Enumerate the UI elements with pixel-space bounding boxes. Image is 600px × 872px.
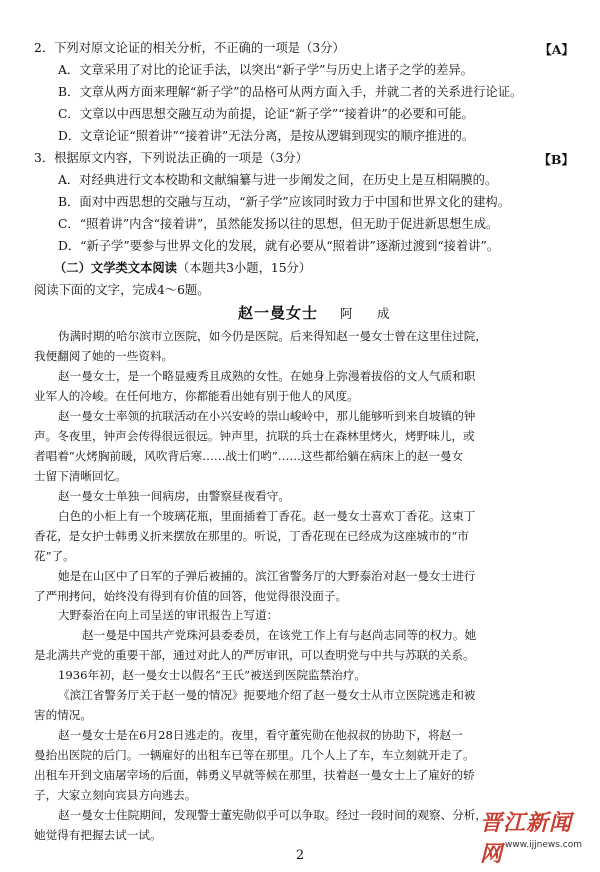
article-line: 曼抬出医院的后门。一辆雇好的出租车已等在那里。几个人上了车，车立刻就开走了。 (34, 748, 475, 763)
q2-answer: 【A】 (539, 42, 574, 57)
article-line: 伪满时期的哈尔滨市立医院，如今仍是医院。后来得知赵一曼女士曾在这里住过院， (58, 329, 487, 343)
q2-option-b: B．文章从两方面来理解“新子学”的品格可从两方面入手，并就二者的关系进行论证。 (58, 85, 523, 99)
page-number: 2 (295, 848, 305, 863)
article-line: 者唱着“火烤胸前暖，风吹背后寒……战士们哟”……这些都给躺在病床上的赵一曼女 (34, 448, 464, 463)
article-quote-line: 是北满共产党的重要干部，通过对此人的严厉审讯，可以查明党与中共与苏联的关系。 (34, 648, 475, 663)
article-line: 声。冬夜里，钟声会传得很远很远。钟声里，抗联的兵士在森林里烤火，烤野味儿，或 (34, 428, 475, 443)
q2-option-d: D．文章论证“照着讲”“接着讲”无法分离，是按从逻辑到现实的顺序推进的。 (58, 129, 475, 143)
article-author: 阿 成 (340, 306, 396, 321)
watermark-logo-text: 晋江新闻网 (480, 810, 573, 867)
article-line: 赵一曼女士，是一个略显瘦秀且成熟的女性。在她身上弥漫着拔俗的文人气质和职 (58, 368, 476, 383)
article-line: 白色的小柜上有一个玻璃花瓶，里面插着丁香花。赵一曼女士喜欢丁香花。这束丁 (58, 508, 476, 523)
q2-option-c: C．文章以中西思想交融互动为前提，论证“新子学”“接着讲”的必要和可能。 (58, 107, 474, 121)
article-line: 花”了。 (34, 548, 75, 563)
article-line: 赵一曼女士是在6月28日逃走的。夜里，看守董宪勋在他叔叔的协助下，将赵一 (58, 728, 463, 743)
section-instruction: 阅读下面的文字，完成4～6题。 (34, 283, 210, 297)
article-line: 出租车开到文庙屠宰场的后面，韩勇义早就等候在那里，扶着赵一曼女士上了雇好的轿 (34, 768, 475, 783)
article-line: 害的情况。 (34, 708, 92, 723)
q3-option-b: B．面对中西思想的交融与互动，“新子学”应该同时致力于中国和世界文化的建构。 (58, 195, 511, 209)
article-quote-line: 赵一曼是中国共产党珠河县委委员，在该党工作上有与赵尚志同等的权力。她 (82, 628, 477, 643)
q3-stem: 3．根据原文内容，下列说法正确的一项是（3分） (34, 151, 308, 165)
q2-stem: 2．下列对原文论证的相关分析，不正确的一项是（3分） (34, 41, 345, 55)
article-title-row (238, 303, 396, 324)
article-line: 赵一曼女士率领的抗联活动在小兴安岭的崇山峻岭中，那儿能够听到来自坡镇的钟 (58, 408, 476, 423)
article-line: 赵一曼女士单独一间病房，由警察昼夜看守。 (58, 488, 290, 503)
q3-answer: 【B】 (538, 152, 574, 167)
section-heading (54, 260, 311, 276)
article-line: 香花，是女护士韩勇义折来摆放在那里的。听说，丁香花现在已经成为这座城市的“市 (34, 528, 469, 543)
q2-option-a: A．文章采用了对比的论证手法，以突出“新子学”与历史上诸子之学的差异。 (58, 63, 473, 77)
article-line: 《滨江省警务厅关于赵一曼的情况》扼要地介绍了赵一曼女士从市立医院逃走和被 (58, 688, 476, 703)
article-line: 业军人的冷峻。在任何地方，你都能看出她有别于他人的风度。 (34, 388, 359, 403)
article-line: 子，大家立刻向宾县方向逃去。 (34, 788, 197, 803)
article-line: 大野泰治在向上司呈送的审讯报告上写道： (58, 608, 279, 623)
section-note: （本题共3小题，15分） (176, 261, 312, 275)
article-line: 她是在山区中了日军的子弹后被捕的。滨江省警务厅的大野泰治对赵一曼女士进行 (58, 568, 476, 583)
article-line: 我便翻阅了她的一些资料。 (34, 349, 174, 363)
article-line: 赵一曼女士住院期间，发现警士董宪勋似乎可以争取。经过一段时间的观察、分析， (58, 808, 487, 822)
article-line: 士留下清晰回忆。 (34, 468, 127, 483)
q3-option-c: C．“照着讲”内含“接着讲”，虽然能发扬以往的思想，但无助于促进新思想生成。 (58, 217, 499, 231)
article-line: 1936年初，赵一曼女士以假名“王氏”被送到医院监禁治疗。 (58, 668, 367, 683)
watermark-url: www.ijjnews.com (505, 840, 582, 850)
article-title: 赵一曼女士 (238, 304, 319, 322)
article-line: 了严刑拷问，始终没有得到有价值的回答，他觉得很没面子。 (34, 588, 348, 603)
q3-option-a: A．对经典进行文本校勘和文献编纂与进一步阐发之间，在历史上是互相隔膜的。 (58, 173, 498, 187)
section-heading-text: （二）文学类文本阅读 (54, 260, 177, 275)
q3-option-d: D．“新子学”要参与世界文化的发展，就有必要从“照着讲”逐渐过渡到“接着讲”。 (58, 239, 500, 253)
article-line: 她觉得有把握去试一试。 (34, 828, 162, 842)
